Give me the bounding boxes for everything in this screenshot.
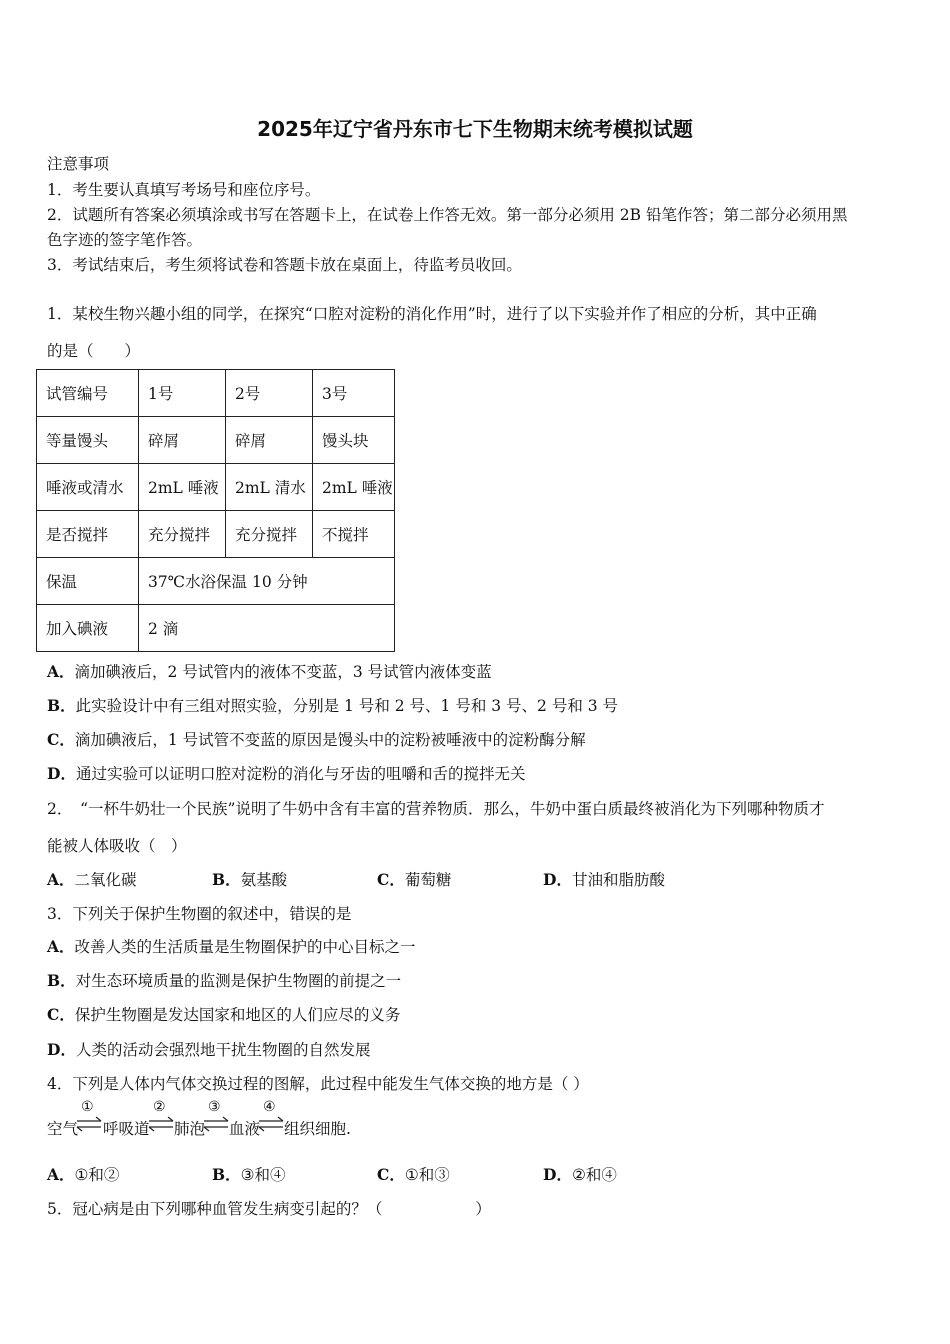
option-a: A．改善人类的生活质量是生物圈保护的中心目标之一 — [47, 937, 416, 956]
option-d: D．人类的活动会强烈地干扰生物圈的自然发展 — [47, 1040, 371, 1059]
table-cell: 2mL 唾液 — [139, 464, 226, 511]
table-cell: 2 滴 — [139, 605, 395, 652]
diagram-node: 组织细胞. — [284, 1120, 351, 1138]
option-b: B．氨基酸 — [212, 870, 288, 889]
table-cell: 加入碘液 — [37, 605, 139, 652]
diagram-node: 空气 — [47, 1120, 79, 1138]
table-row — [37, 370, 395, 417]
option-c: C．滴加碘液后，1 号试管不变蓝的原因是馒头中的淀粉被唾液中的淀粉酶分解 — [47, 730, 586, 749]
diagram-node: 呼吸道 — [103, 1120, 150, 1138]
notice-item: 色字迹的签字笔作答。 — [47, 231, 203, 249]
option-b: B．③和④ — [212, 1165, 286, 1184]
question-3-stem: 3．下列关于保护生物圈的叙述中，错误的是 — [47, 905, 352, 923]
question-2-stem-cont: 能被人体吸收（ ） — [47, 837, 187, 855]
table-row — [37, 511, 395, 558]
table-cell: 等量馒头 — [37, 417, 139, 464]
option-a: A．二氧化碳 — [47, 870, 137, 889]
table-cell: 碎屑 — [139, 417, 226, 464]
double-arrow-icon — [76, 1116, 102, 1132]
option-c: C．保护生物圈是发达国家和地区的人们应尽的义务 — [47, 1005, 401, 1024]
table-cell: 3号 — [313, 370, 395, 417]
table-row — [37, 558, 395, 605]
step-marker: ① — [81, 1099, 94, 1115]
experiment-table — [36, 369, 395, 652]
step-marker: ③ — [208, 1099, 221, 1115]
option-d: D．甘油和脂肪酸 — [543, 870, 665, 889]
question-1-stem: 1．某校生物兴趣小组的同学，在探究“口腔对淀粉的消化作用”时，进行了以下实验并作了相应的分析，其中正确 — [47, 305, 817, 323]
double-arrow-icon — [258, 1116, 284, 1132]
diagram-node: 肺泡 — [174, 1120, 206, 1138]
option-a: A．滴加碘液后，2 号试管内的液体不变蓝，3 号试管内液体变蓝 — [47, 662, 492, 681]
notice-heading: 注意事项 — [47, 155, 110, 173]
double-arrow-icon — [203, 1116, 229, 1132]
page-title: 2025年辽宁省丹东市七下生物期末统考模拟试题 — [257, 117, 693, 141]
table-row — [37, 464, 395, 511]
table-row — [37, 605, 395, 652]
double-arrow-icon — [148, 1116, 174, 1132]
table-cell: 2mL 唾液 — [313, 464, 395, 511]
table-cell: 1号 — [139, 370, 226, 417]
option-c: C．葡萄糖 — [377, 870, 452, 889]
question-2-stem: 2． “一杯牛奶壮一个民族”说明了牛奶中含有丰富的营养物质．那么，牛奶中蛋白质最终被消化为下列哪种物质才 — [47, 800, 825, 818]
table-cell: 馒头块 — [313, 417, 395, 464]
table-cell: 充分搅拌 — [139, 511, 226, 558]
option-b: B．此实验设计中有三组对照实验，分别是 1 号和 2 号、1 号和 3 号、2 号和 3 号 — [47, 696, 619, 715]
table-cell: 碎屑 — [226, 417, 313, 464]
notice-item: 3．考试结束后，考生须将试卷和答题卡放在桌面上，待监考员收回。 — [47, 256, 522, 274]
step-marker: ② — [153, 1099, 166, 1115]
option-d: D．通过实验可以证明口腔对淀粉的消化与牙齿的咀嚼和舌的搅拌无关 — [47, 764, 526, 783]
option-c: C．①和③ — [377, 1165, 450, 1184]
table-cell: 37℃水浴保温 10 分钟 — [139, 558, 395, 605]
gas-exchange-diagram — [47, 1099, 447, 1143]
table-row — [37, 417, 395, 464]
question-5-stem: 5．冠心病是由下列哪种血管发生病变引起的？（ ） — [47, 1200, 491, 1218]
table-cell: 不搅拌 — [313, 511, 395, 558]
question-1-stem-cont: 的是（ ） — [47, 342, 141, 360]
diagram-node: 血液 — [229, 1120, 261, 1138]
notice-item: 1．考生要认真填写考场号和座位序号。 — [47, 181, 321, 199]
table-cell: 2号 — [226, 370, 313, 417]
notice-item: 2．试题所有答案必须填涂或书写在答题卡上，在试卷上作答无效。第一部分必须用 2B 铅笔作答；第二部分必须用黑 — [47, 206, 848, 224]
table-cell: 2mL 清水 — [226, 464, 313, 511]
table-cell: 是否搅拌 — [37, 511, 139, 558]
table-cell: 唾液或清水 — [37, 464, 139, 511]
option-a: A．①和② — [47, 1165, 120, 1184]
question-4-stem: 4．下列是人体内气体交换过程的图解，此过程中能发生气体交换的地方是（ ） — [47, 1075, 589, 1093]
table-cell: 充分搅拌 — [226, 511, 313, 558]
step-marker: ④ — [263, 1099, 276, 1115]
table-cell: 保温 — [37, 558, 139, 605]
table-cell: 试管编号 — [37, 370, 139, 417]
option-d: D．②和④ — [543, 1165, 617, 1184]
option-b: B．对生态环境质量的监测是保护生物圈的前提之一 — [47, 971, 402, 990]
